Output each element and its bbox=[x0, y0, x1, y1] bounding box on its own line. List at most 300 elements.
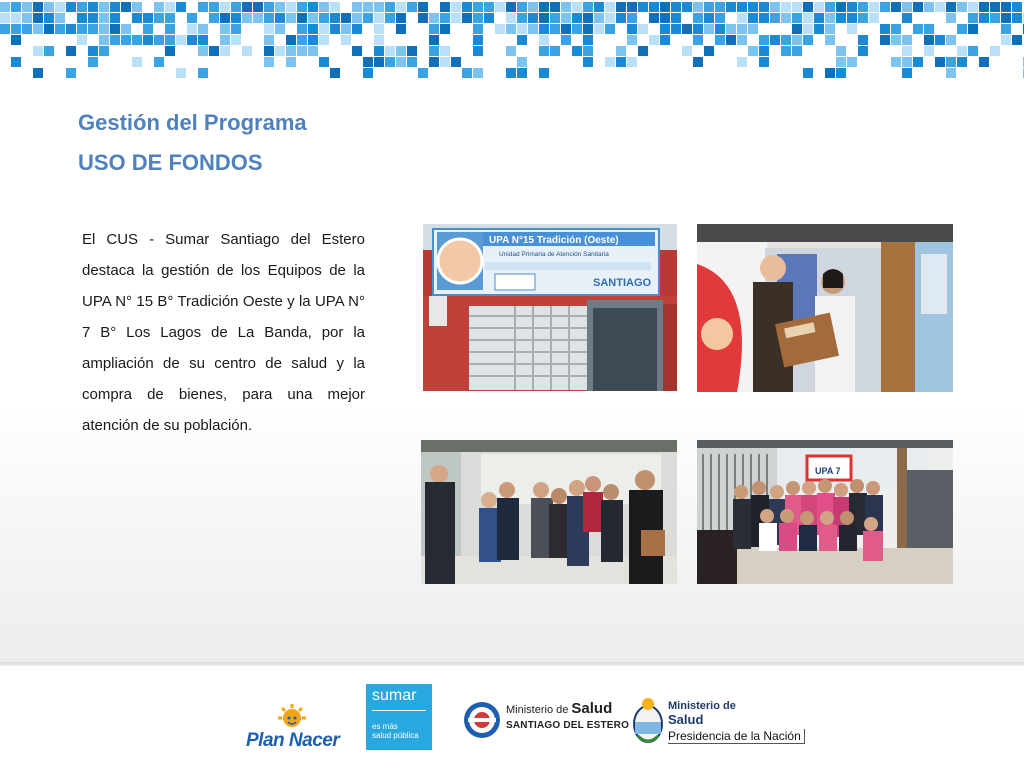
mosaic-tile bbox=[506, 24, 516, 34]
header-pixel-mosaic bbox=[0, 0, 1024, 82]
mosaic-tile bbox=[88, 24, 98, 34]
mosaic-tile bbox=[429, 13, 439, 23]
mosaic-tile bbox=[550, 46, 560, 56]
mosaic-tile bbox=[781, 13, 791, 23]
mosaic-tile bbox=[473, 13, 483, 23]
mosaic-tile bbox=[429, 35, 439, 45]
mosaic-tile bbox=[121, 2, 131, 12]
mosaic-tile bbox=[792, 46, 802, 56]
mosaic-tile bbox=[330, 24, 340, 34]
mosaic-tile bbox=[0, 13, 10, 23]
mosaic-tile bbox=[902, 57, 912, 67]
mosaic-tile bbox=[22, 2, 32, 12]
mosaic-tile bbox=[198, 46, 208, 56]
mosaic-tile bbox=[924, 46, 934, 56]
mosaic-tile bbox=[407, 2, 417, 12]
mosaic-tile bbox=[627, 24, 637, 34]
mosaic-tile bbox=[561, 13, 571, 23]
sign-upa7: UPA 7 bbox=[815, 466, 841, 476]
mosaic-tile bbox=[385, 2, 395, 12]
mosaic-tile bbox=[77, 13, 87, 23]
plan-nacer-wordmark: Plan Nacer bbox=[246, 730, 340, 751]
mosaic-tile bbox=[880, 24, 890, 34]
mosaic-tile bbox=[858, 13, 868, 23]
mosaic-tile bbox=[803, 68, 813, 78]
mosaic-tile bbox=[605, 57, 615, 67]
mosaic-tile bbox=[99, 2, 109, 12]
mosaic-tile bbox=[781, 46, 791, 56]
mosaic-tile bbox=[385, 57, 395, 67]
mosaic-tile bbox=[242, 46, 252, 56]
mosaic-tile bbox=[726, 35, 736, 45]
sumar-wordmark: sumar bbox=[372, 687, 417, 704]
mosaic-tile bbox=[33, 68, 43, 78]
mosaic-tile bbox=[726, 2, 736, 12]
msalud-se-prefix: Ministerio de bbox=[506, 704, 569, 716]
mosaic-tile bbox=[165, 2, 175, 12]
mosaic-tile bbox=[176, 2, 186, 12]
mosaic-tile bbox=[528, 24, 538, 34]
mosaic-tile bbox=[253, 13, 263, 23]
mosaic-tile bbox=[198, 68, 208, 78]
mosaic-tile bbox=[495, 2, 505, 12]
mosaic-tile bbox=[704, 13, 714, 23]
mosaic-tile bbox=[22, 13, 32, 23]
mosaic-tile bbox=[242, 13, 252, 23]
mosaic-tile bbox=[484, 13, 494, 23]
mosaic-tile bbox=[737, 57, 747, 67]
mosaic-tile bbox=[33, 24, 43, 34]
mosaic-tile bbox=[66, 24, 76, 34]
sumar-tagline-line1: es más bbox=[372, 722, 398, 731]
mosaic-tile bbox=[264, 24, 274, 34]
mosaic-tile bbox=[913, 2, 923, 12]
mosaic-tile bbox=[759, 46, 769, 56]
mosaic-tile bbox=[308, 35, 318, 45]
mosaic-tile bbox=[418, 68, 428, 78]
mosaic-tile bbox=[550, 24, 560, 34]
mosaic-tile bbox=[396, 2, 406, 12]
mosaic-tile bbox=[682, 46, 692, 56]
mosaic-tile bbox=[253, 2, 263, 12]
mosaic-tile bbox=[880, 35, 890, 45]
mosaic-tile bbox=[209, 46, 219, 56]
mosaic-tile bbox=[990, 2, 1000, 12]
mosaic-tile bbox=[286, 2, 296, 12]
mosaic-tile bbox=[869, 2, 879, 12]
mosaic-tile bbox=[462, 68, 472, 78]
mosaic-tile bbox=[836, 57, 846, 67]
mosaic-tile bbox=[968, 24, 978, 34]
mosaic-tile bbox=[836, 13, 846, 23]
mosaic-tile bbox=[638, 24, 648, 34]
mosaic-tile bbox=[825, 2, 835, 12]
sun-icon bbox=[246, 702, 342, 732]
mosaic-tile bbox=[704, 2, 714, 12]
mosaic-tile bbox=[506, 13, 516, 23]
mosaic-tile bbox=[792, 35, 802, 45]
mosaic-tile bbox=[462, 2, 472, 12]
mosaic-tile bbox=[374, 24, 384, 34]
mosaic-tile bbox=[297, 13, 307, 23]
mosaic-tile bbox=[572, 2, 582, 12]
mosaic-tile bbox=[231, 24, 241, 34]
mosaic-tile bbox=[66, 2, 76, 12]
mosaic-tile bbox=[319, 2, 329, 12]
mosaic-tile bbox=[209, 13, 219, 23]
mosaic-tile bbox=[825, 24, 835, 34]
mosaic-tile bbox=[374, 2, 384, 12]
mosaic-tile bbox=[594, 13, 604, 23]
mosaic-tile bbox=[517, 68, 527, 78]
mosaic-tile bbox=[308, 24, 318, 34]
mosaic-tile bbox=[825, 35, 835, 45]
mosaic-tile bbox=[990, 46, 1000, 56]
mosaic-tile bbox=[440, 46, 450, 56]
mosaic-tile bbox=[561, 2, 571, 12]
mosaic-tile bbox=[363, 57, 373, 67]
sign-upa15-title: UPA N°15 Tradición (Oeste) bbox=[489, 235, 619, 246]
mosaic-tile bbox=[506, 68, 516, 78]
mosaic-tile bbox=[682, 24, 692, 34]
mosaic-tile bbox=[0, 2, 10, 12]
mosaic-tile bbox=[759, 2, 769, 12]
mosaic-tile bbox=[88, 57, 98, 67]
mosaic-tile bbox=[913, 57, 923, 67]
mosaic-tile bbox=[77, 35, 87, 45]
mosaic-tile bbox=[715, 24, 725, 34]
mosaic-tile bbox=[693, 2, 703, 12]
mosaic-tile bbox=[583, 46, 593, 56]
mosaic-tile bbox=[110, 13, 120, 23]
mosaic-tile bbox=[990, 13, 1000, 23]
mosaic-tile bbox=[187, 24, 197, 34]
mosaic-tile bbox=[33, 46, 43, 56]
mosaic-tile bbox=[132, 13, 142, 23]
mosaic-tile bbox=[231, 35, 241, 45]
mosaic-tile bbox=[264, 46, 274, 56]
mosaic-tile bbox=[55, 2, 65, 12]
mosaic-tile bbox=[517, 24, 527, 34]
mosaic-tile bbox=[473, 24, 483, 34]
mosaic-tile bbox=[319, 57, 329, 67]
mosaic-tile bbox=[935, 2, 945, 12]
mosaic-tile bbox=[352, 46, 362, 56]
plan-nacer-logo bbox=[246, 702, 342, 752]
mosaic-tile bbox=[583, 2, 593, 12]
mosaic-tile bbox=[660, 2, 670, 12]
mosaic-tile bbox=[924, 2, 934, 12]
mosaic-tile bbox=[858, 2, 868, 12]
mosaic-tile bbox=[99, 46, 109, 56]
mosaic-tile bbox=[220, 46, 230, 56]
mosaic-tile bbox=[77, 24, 87, 34]
mosaic-tile bbox=[660, 24, 670, 34]
mosaic-tile bbox=[814, 24, 824, 34]
mosaic-tile bbox=[165, 46, 175, 56]
mosaic-tile bbox=[286, 13, 296, 23]
mosaic-tile bbox=[429, 46, 439, 56]
mosaic-tile bbox=[11, 57, 21, 67]
mosaic-tile bbox=[451, 57, 461, 67]
mosaic-tile bbox=[825, 13, 835, 23]
mosaic-tile bbox=[572, 46, 582, 56]
mosaic-tile bbox=[297, 24, 307, 34]
mosaic-tile bbox=[946, 13, 956, 23]
mosaic-tile bbox=[11, 13, 21, 23]
mosaic-tile bbox=[275, 24, 285, 34]
mosaic-tile bbox=[231, 13, 241, 23]
mosaic-tile bbox=[198, 2, 208, 12]
mosaic-tile bbox=[66, 68, 76, 78]
slide-subtitle: USO DE FONDOS bbox=[78, 150, 263, 175]
mosaic-tile bbox=[374, 46, 384, 56]
mosaic-tile bbox=[44, 24, 54, 34]
mosaic-tile bbox=[836, 68, 846, 78]
mosaic-tile bbox=[11, 35, 21, 45]
mosaic-tile bbox=[220, 24, 230, 34]
mosaic-tile bbox=[902, 35, 912, 45]
mosaic-tile bbox=[352, 2, 362, 12]
mosaic-tile bbox=[715, 13, 725, 23]
mosaic-tile bbox=[1012, 35, 1022, 45]
mosaic-tile bbox=[220, 13, 230, 23]
mosaic-tile bbox=[660, 13, 670, 23]
mosaic-tile bbox=[176, 68, 186, 78]
mosaic-tile bbox=[341, 35, 351, 45]
mosaic-tile bbox=[792, 13, 802, 23]
mosaic-tile bbox=[308, 46, 318, 56]
mosaic-tile bbox=[0, 24, 10, 34]
mosaic-tile bbox=[440, 57, 450, 67]
msalud-se-region: SANTIAGO DEL ESTERO bbox=[506, 720, 630, 731]
mosaic-tile bbox=[517, 35, 527, 45]
mosaic-tile bbox=[671, 24, 681, 34]
photo-upa15-facade bbox=[423, 224, 677, 391]
mosaic-tile bbox=[550, 13, 560, 23]
mosaic-tile bbox=[693, 35, 703, 45]
mosaic-tile bbox=[176, 35, 186, 45]
mosaic-tile bbox=[99, 24, 109, 34]
mosaic-tile bbox=[55, 13, 65, 23]
slide-body-text: El CUS - Sumar Santiago del Estero destaca la gestión de los Equipos de la UPA N° 15 B° Tradición Oeste y la UPA N° 7 B° Los Lagos de La Banda, por la ampliación de su centro de salud y la compra de bienes, para una mejor atención de su población. bbox=[82, 231, 365, 434]
mosaic-tile bbox=[132, 35, 142, 45]
mosaic-tile bbox=[748, 46, 758, 56]
mosaic-tile bbox=[132, 2, 142, 12]
mosaic-tile bbox=[121, 35, 131, 45]
mosaic-tile bbox=[44, 46, 54, 56]
mosaic-tile bbox=[1012, 2, 1022, 12]
mosaic-tile bbox=[374, 13, 384, 23]
mosaic-tile bbox=[605, 13, 615, 23]
mosaic-tile bbox=[561, 24, 571, 34]
mosaic-tile bbox=[858, 35, 868, 45]
mosaic-tile bbox=[132, 57, 142, 67]
mosaic-tile bbox=[737, 2, 747, 12]
mosaic-tile bbox=[440, 13, 450, 23]
mosaic-tile bbox=[341, 13, 351, 23]
mosaic-tile bbox=[748, 24, 758, 34]
mosaic-tile bbox=[462, 13, 472, 23]
mosaic-tile bbox=[319, 13, 329, 23]
mosaic-tile bbox=[154, 35, 164, 45]
mosaic-tile bbox=[495, 24, 505, 34]
mosaic-tile bbox=[704, 46, 714, 56]
mosaic-tile bbox=[946, 57, 956, 67]
mosaic-tile bbox=[858, 46, 868, 56]
mosaic-tile bbox=[275, 46, 285, 56]
mosaic-tile bbox=[704, 24, 714, 34]
mosaic-tile bbox=[308, 2, 318, 12]
mosaic-tile bbox=[627, 35, 637, 45]
mosaic-tile bbox=[814, 2, 824, 12]
mosaic-tile bbox=[693, 24, 703, 34]
mosaic-tile bbox=[792, 2, 802, 12]
mosaic-tile bbox=[110, 35, 120, 45]
mosaic-tile bbox=[693, 13, 703, 23]
mosaic-tile bbox=[99, 35, 109, 45]
mosaic-tile bbox=[363, 13, 373, 23]
mosaic-tile bbox=[451, 2, 461, 12]
mosaic-tile bbox=[847, 57, 857, 67]
mosaic-tile bbox=[957, 46, 967, 56]
mosaic-tile bbox=[847, 24, 857, 34]
mosaic-tile bbox=[539, 46, 549, 56]
mosaic-tile bbox=[517, 2, 527, 12]
mosaic-tile bbox=[616, 57, 626, 67]
mosaic-tile bbox=[264, 57, 274, 67]
mosaic-tile bbox=[814, 13, 824, 23]
mosaic-tile bbox=[473, 2, 483, 12]
mosaic-tile bbox=[957, 24, 967, 34]
mosaic-tile bbox=[913, 24, 923, 34]
mosaic-tile bbox=[407, 46, 417, 56]
mosaic-tile bbox=[418, 13, 428, 23]
mosaic-tile bbox=[418, 2, 428, 12]
mosaic-tile bbox=[616, 13, 626, 23]
mosaic-tile bbox=[638, 2, 648, 12]
mosaic-tile bbox=[143, 35, 153, 45]
mosaic-tile bbox=[759, 57, 769, 67]
mosaic-tile bbox=[715, 2, 725, 12]
mosaic-tile bbox=[528, 13, 538, 23]
mosaic-tile bbox=[737, 35, 747, 45]
mosaic-tile bbox=[891, 2, 901, 12]
mosaic-tile bbox=[286, 57, 296, 67]
mosaic-tile bbox=[836, 2, 846, 12]
mosaic-tile bbox=[649, 13, 659, 23]
mosaic-tile bbox=[11, 24, 21, 34]
mosaic-tile bbox=[891, 35, 901, 45]
mosaic-tile bbox=[286, 46, 296, 56]
mosaic-tile bbox=[737, 13, 747, 23]
mosaic-tile bbox=[869, 13, 879, 23]
mosaic-tile bbox=[671, 2, 681, 12]
slide-title: Gestión del Programa bbox=[78, 110, 307, 135]
mosaic-tile bbox=[33, 2, 43, 12]
mosaic-tile bbox=[605, 2, 615, 12]
mosaic-tile bbox=[297, 46, 307, 56]
mosaic-tile bbox=[55, 24, 65, 34]
mosaic-tile bbox=[902, 13, 912, 23]
mosaic-tile bbox=[484, 2, 494, 12]
mosaic-tile bbox=[935, 35, 945, 45]
mosaic-tile bbox=[385, 46, 395, 56]
mosaic-tile bbox=[528, 2, 538, 12]
mosaic-tile bbox=[638, 46, 648, 56]
mosaic-tile bbox=[627, 57, 637, 67]
mosaic-tile bbox=[660, 35, 670, 45]
mosaic-tile bbox=[396, 13, 406, 23]
mosaic-tile bbox=[803, 35, 813, 45]
mosaic-tile bbox=[88, 2, 98, 12]
ministerio-salud-nacion-logo bbox=[632, 696, 802, 748]
mosaic-tile bbox=[11, 2, 21, 12]
mosaic-tile bbox=[275, 2, 285, 12]
mosaic-tile bbox=[154, 57, 164, 67]
mosaic-tile bbox=[836, 46, 846, 56]
mosaic-tile bbox=[374, 35, 384, 45]
mosaic-tile bbox=[363, 2, 373, 12]
mosaic-tile bbox=[583, 13, 593, 23]
mosaic-tile bbox=[715, 35, 725, 45]
mosaic-tile bbox=[297, 2, 307, 12]
mosaic-tile bbox=[385, 13, 395, 23]
mosaic-tile bbox=[286, 35, 296, 45]
mosaic-tile bbox=[506, 46, 516, 56]
mosaic-tile bbox=[803, 2, 813, 12]
mosaic-tile bbox=[583, 35, 593, 45]
mosaic-tile bbox=[1012, 13, 1022, 23]
mosaic-tile bbox=[363, 68, 373, 78]
mosaic-tile bbox=[264, 2, 274, 12]
mosaic-tile bbox=[671, 13, 681, 23]
mosaic-tile bbox=[627, 2, 637, 12]
mosaic-tile bbox=[341, 24, 351, 34]
ministerio-salud-santiago-logo bbox=[462, 698, 630, 742]
mosaic-tile bbox=[220, 2, 230, 12]
mosaic-tile bbox=[770, 13, 780, 23]
mosaic-tile bbox=[583, 24, 593, 34]
mosaic-tile bbox=[396, 46, 406, 56]
mosaic-tile bbox=[946, 2, 956, 12]
mosaic-tile bbox=[968, 13, 978, 23]
mosaic-tile bbox=[583, 57, 593, 67]
mosaic-tile bbox=[319, 35, 329, 45]
mosaic-tile bbox=[781, 2, 791, 12]
mosaic-tile bbox=[737, 24, 747, 34]
sign-upa15-subtitle: Unidad Primaria de Atención Sanitaria bbox=[499, 251, 609, 258]
mosaic-tile bbox=[649, 35, 659, 45]
mosaic-tile bbox=[1001, 2, 1011, 12]
mosaic-tile bbox=[682, 2, 692, 12]
photo-group-upa7 bbox=[697, 440, 953, 584]
msalud-se-title bbox=[506, 700, 612, 717]
mosaic-tile bbox=[924, 24, 934, 34]
mosaic-tile bbox=[44, 2, 54, 12]
mosaic-tile bbox=[693, 57, 703, 67]
mosaic-tile bbox=[66, 46, 76, 56]
mosaic-tile bbox=[198, 24, 208, 34]
mosaic-tile bbox=[308, 13, 318, 23]
mosaic-tile bbox=[165, 13, 175, 23]
sumar-tagline-line2: salud pública bbox=[372, 731, 419, 740]
mosaic-tile bbox=[88, 13, 98, 23]
mosaic-tile bbox=[539, 2, 549, 12]
mosaic-tile bbox=[352, 24, 362, 34]
photo-group-indoors bbox=[421, 440, 677, 584]
mosaic-tile bbox=[748, 2, 758, 12]
